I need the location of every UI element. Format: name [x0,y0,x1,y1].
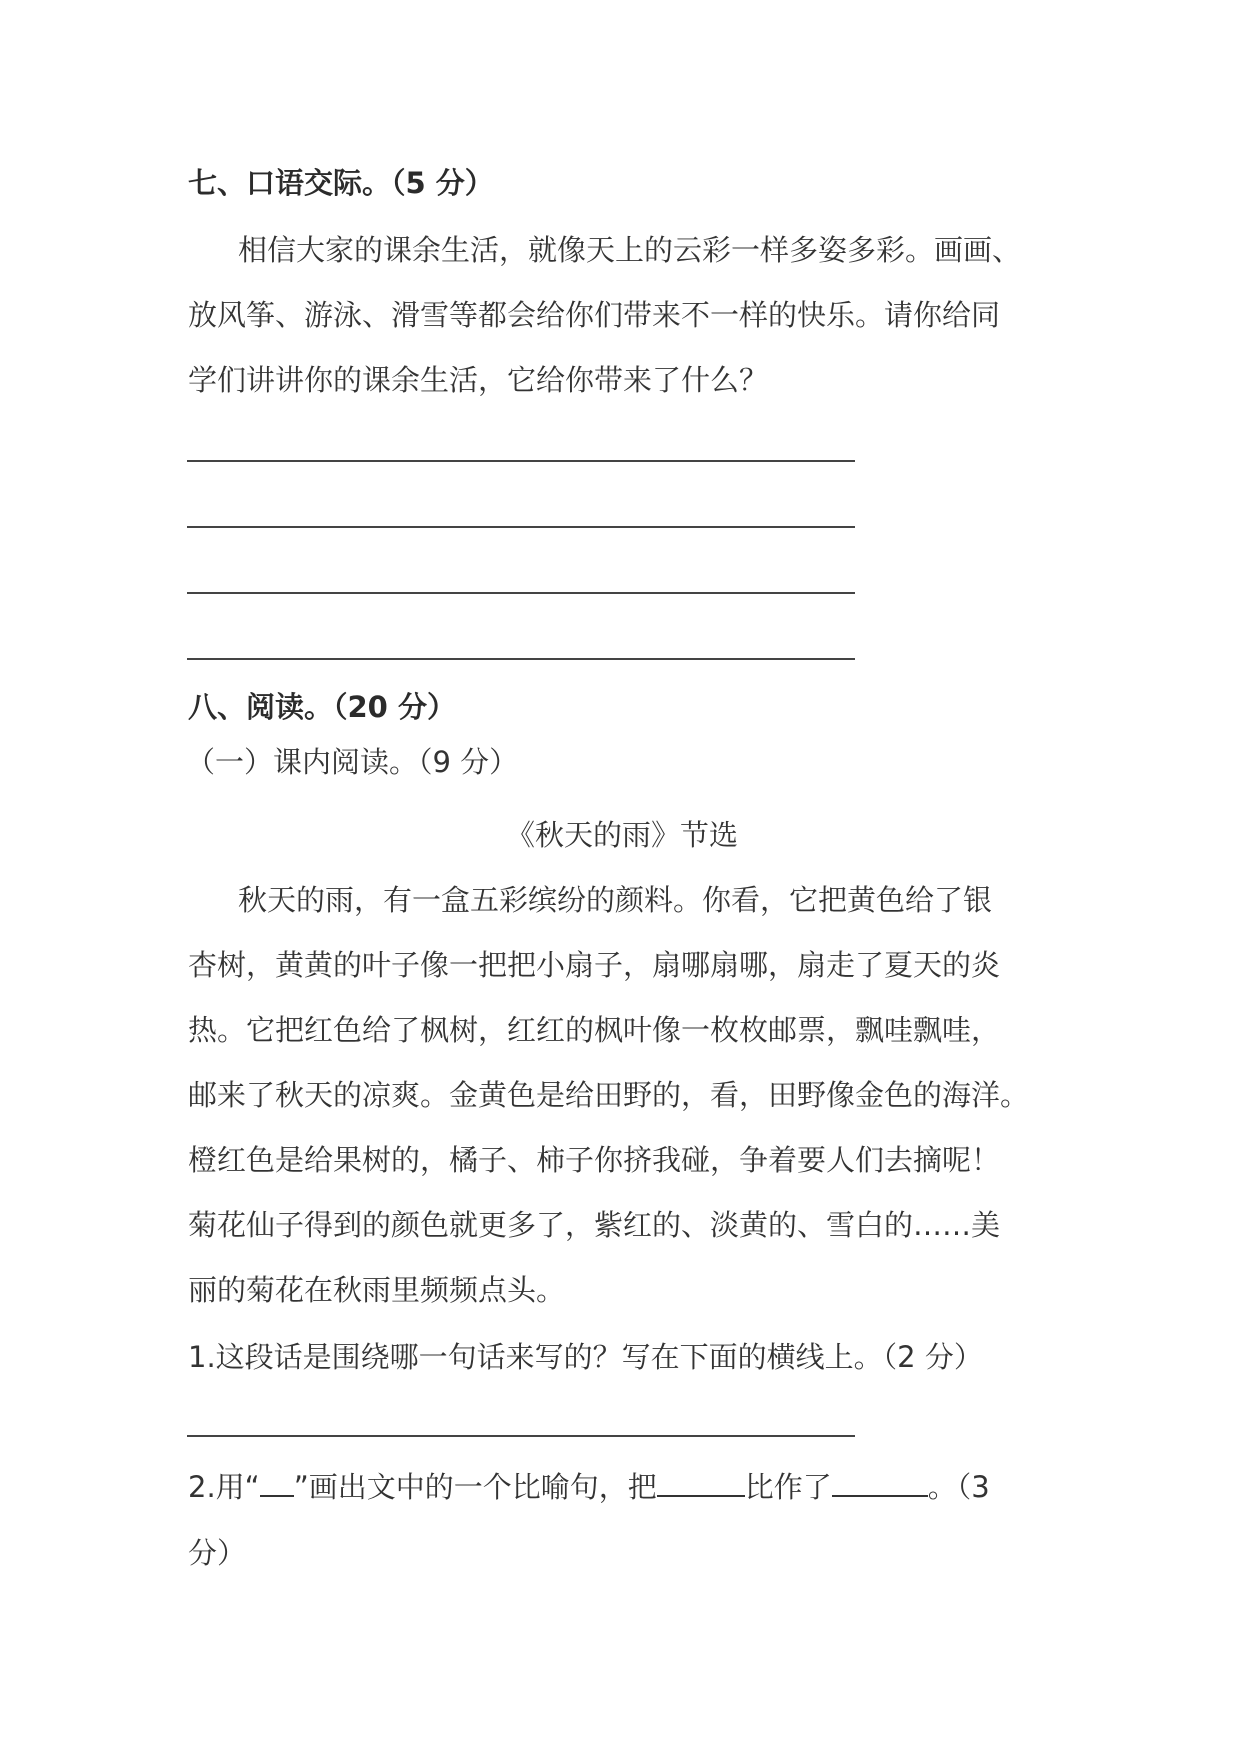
passage-line: 秋天的雨，有一盒五彩缤纷的颜料。你看，它把黄色给了银 [238,883,993,917]
answer-line[interactable] [187,526,855,528]
paragraph-line: 学们讲讲你的课余生活，它给你带来了什么？ [188,363,769,397]
answer-line[interactable] [187,658,855,660]
q2-suffix: 。（3 [927,1470,990,1504]
question-2-continuation: 分） [188,1536,247,1570]
section-8-subheading: （一）课内阅读。（9 分） [186,745,519,779]
passage-line: 邮来了秋天的凉爽。金黄色是给田野的，看，田野像金色的海洋。 [188,1078,1030,1112]
question-1-answer-line[interactable] [187,1435,855,1437]
passage-line: 丽的菊花在秋雨里频频点头。 [188,1273,566,1307]
answer-line[interactable] [187,460,855,462]
passage-line: 橙红色是给果树的，橘子、柿子你挤我碰，争着要人们去摘呢！ [188,1143,1001,1177]
q2-prefix: 2.用“ [188,1470,260,1504]
answer-line[interactable] [187,592,855,594]
blank-subject[interactable] [657,1467,745,1497]
q2-middle: 比作了 [744,1470,832,1504]
question-2 [188,1467,990,1507]
passage-line: 菊花仙子得到的颜色就更多了，紫红的、淡黄的、雪白的……美 [188,1208,1001,1242]
paragraph-line: 相信大家的课余生活，就像天上的云彩一样多姿多彩。画画、 [238,233,1022,267]
passage-line: 杏树，黄黄的叶子像一把把小扇子，扇哪扇哪，扇走了夏天的炎 [188,948,1001,982]
blank-object[interactable] [832,1467,928,1497]
passage-line: 热。它把红色给了枫树，红红的枫叶像一枚枚邮票，飘哇飘哇， [188,1013,1001,1047]
underline-sample [260,1467,294,1497]
question-1: 1.这段话是围绕哪一句话来写的？写在下面的横线上。（2 分） [188,1340,983,1374]
section-8-heading: 八、阅读。（20 分） [188,690,456,724]
paragraph-line: 放风筝、游泳、滑雪等都会给你们带来不一样的快乐。请你给同 [188,298,1001,332]
section-7-heading: 七、口语交际。（5 分） [188,166,494,200]
passage-title: 《秋天的雨》节选 [506,818,739,852]
q2-quote-end: ”画出文中的一个比喻句，把 [293,1470,657,1504]
